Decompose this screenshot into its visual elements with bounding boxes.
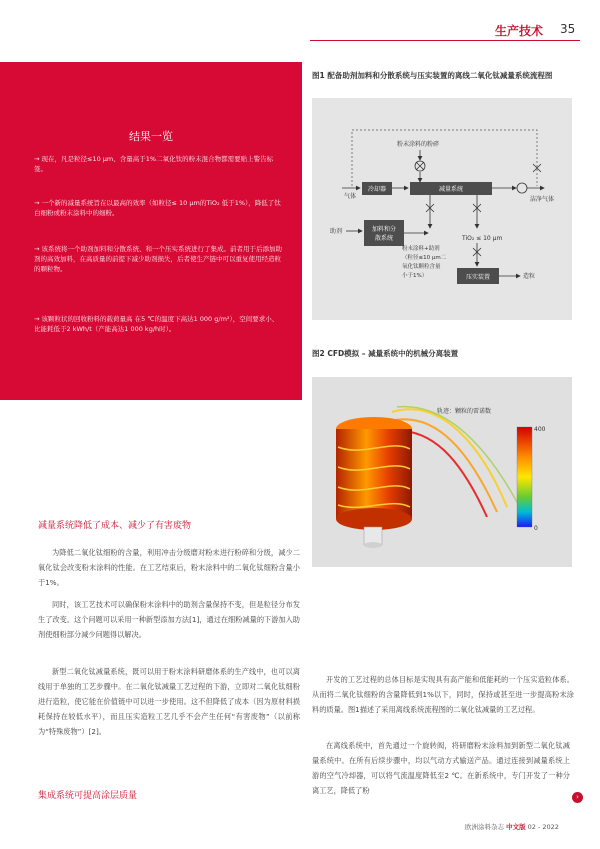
color-scale-bar	[517, 427, 532, 527]
body-paragraph: 开发的工艺过程的总体目标是实现具有高产能和低能耗的一个压实造粒体系。从而将二氧化钛细粉的含量降低到1%以下，同时，保持或甚至进一步提高粉末涂料的质量。图1描述了采用离线系统流程图的二氧化钛减量的工艺过程。	[312, 675, 574, 714]
fan-icon	[517, 183, 527, 193]
recirculation-line	[352, 130, 537, 186]
cooler-label: 冷却器	[367, 186, 387, 193]
summary-bullet: → 该系统将一个助剂加料和分散系统、和一个压实系统进行了集成。前者用于后添加助剂的高效加料，在高质量的前提下减少助剂损失，后者使生产链中可以重复使用经造粒的颗粒物。	[34, 245, 283, 273]
section-heading: 减量系统降低了成本、减少了有害废物	[38, 521, 192, 531]
cylinder-bottom	[336, 508, 412, 530]
mix-label-2: （粒径≤10 µm二	[402, 255, 447, 261]
section-title: 生产技术	[495, 24, 544, 38]
footer	[465, 822, 559, 831]
cfd-simulation-svg	[312, 377, 572, 567]
section-heading: 集成系统可提高涂层质量	[38, 791, 138, 801]
scale-max: 400	[534, 426, 546, 433]
header-divider	[310, 40, 580, 41]
mix-label-4: 小于1%）	[402, 273, 428, 279]
summary-bullet: → 现在，凡是粒径≤10 µm、含量高于1%二氧化钛的粉末混合物都需要贴上警告标签。	[34, 155, 274, 173]
summary-bullet: → 该颗粒状的回收粉料的载荷量高 在5 ℃的温度下高达1 000 g/m²），空间要求小、比能耗低于2 kWh/t（产能高达1 000 kg/h时）。	[34, 315, 279, 333]
body-paragraph: 在离线系统中，首先通过一个旋转阀，将研磨粉末涂料加到新型二氧化钛减量系统中。在所有后续步骤中，均以气动方式输送产品。通过连接到减量系统上游的空气冷却器，可以将气流温度降低至2 ℃。在新系统中，专门开发了一种分离工艺，降低了粉	[312, 741, 570, 795]
gas-in-label: 气体	[344, 193, 357, 200]
figure1-flowchart	[312, 98, 572, 320]
mix-label-3: 氧化钛颗粒含量	[402, 264, 441, 270]
figure2-caption: 图2 CFD模拟 – 减量系统中的机械分离装置	[312, 349, 459, 358]
body-paragraph: 为降低二氧化钛细粉的含量，利用冲击分级磨对粉末进行粉碎和分级，减少二氧化钛会改变粉末涂料的性能。在工艺结束后，粉末涂料中的二氧化钛细粉含量小于1%。	[38, 548, 300, 587]
dosing-system-box	[364, 220, 404, 246]
summary-bullet: → 一个新的减量系统旨在以最高的效率（如粒径≤ 10 µm的TiO₂ 低于1%），降低了钛白细粉或粉末涂料中的细粉。	[34, 199, 281, 217]
figure1-caption: 图1 配备助剂加料和分散系统与压实装置的离线二氧化钛减量系统流程图	[312, 71, 553, 80]
reduction-label: 减量系统	[438, 186, 464, 193]
summary-box	[0, 62, 302, 400]
clean-gas-label: 洁净气体	[530, 196, 555, 203]
legend-title: 轨迹：颗粒的雷诺数	[437, 408, 492, 415]
figure2-cfd-image	[312, 377, 572, 567]
summary-title: 结果一览	[129, 130, 173, 143]
footer-issue: 02 - 2022	[527, 823, 559, 831]
mix-label-1: 粉末涂料+助剂	[402, 246, 440, 252]
continue-arrow-icon: ›	[572, 792, 583, 803]
body-paragraph: 新型二氧化钛减量系统，既可以用于粉末涂料研磨体系的生产线中，也可以离线用于单独的工艺步骤中。在二氧化钛减量工艺过程的下游，立即对二氧化钛细粉进行造粒，使它能在价值链中可以进一步使用。这不但降低了成本（因为原材料损耗保持在较低水平），而且压实造粒工艺几乎不会产生任何“有害废物”（以前称为“特殊废物”）[2]。	[38, 667, 300, 736]
body-paragraph: 同时，该工艺技术可以确保粉末涂料中的助剂含量保持不变，但是粒径分布发生了改变。这个问题可以采用一种新型添加方法[1]，通过在细粉减量的下游加入助剂使细粉部分减少问题得以解决。	[38, 600, 300, 639]
dosing-label: 加料和分	[371, 226, 397, 233]
outlet-pipe-bottom	[364, 542, 382, 548]
footer-magazine: 欧洲涂料杂志	[465, 823, 504, 831]
product-label: TiO₂ ≤ 10 µm	[462, 235, 503, 242]
feed-label: 粉末涂料的粉碎	[397, 141, 440, 148]
additive-label: 助剂	[330, 228, 343, 235]
granules-label: 造粒	[523, 273, 536, 280]
compactor-label: 压实装置	[465, 274, 491, 281]
footer-edition: 中文版	[506, 823, 526, 831]
rotary-valve-cross-icon	[416, 162, 424, 170]
dosing-label-2: 散系统	[374, 235, 394, 242]
scale-min: 0	[534, 525, 538, 532]
flowchart-svg	[312, 98, 572, 320]
page-number: 35	[560, 22, 576, 36]
